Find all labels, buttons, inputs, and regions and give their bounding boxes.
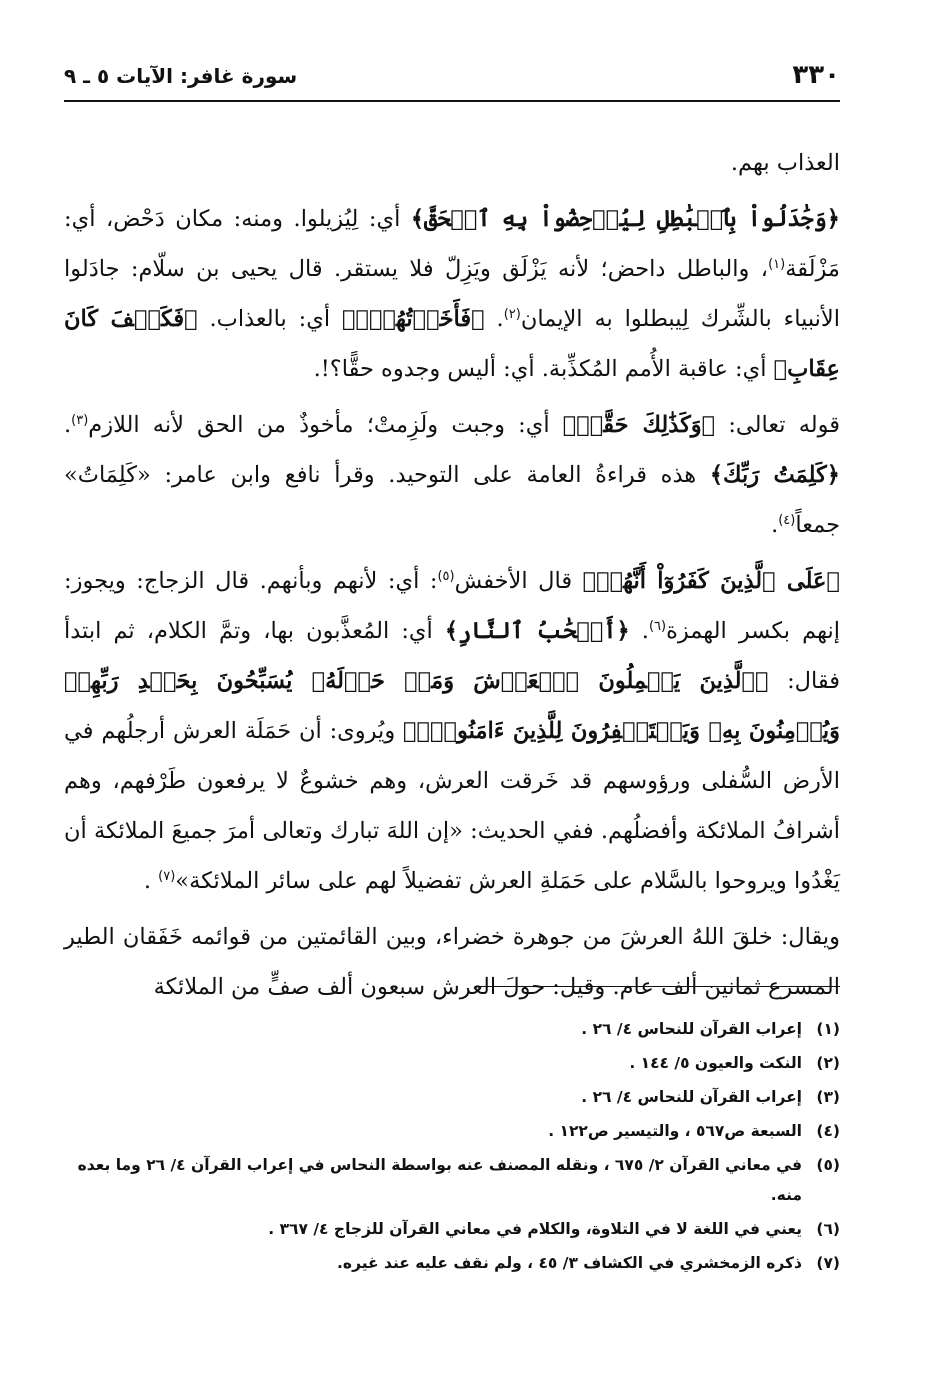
paragraph-text: هذه قراءةُ العامة على التوحيد. وقرأ نافع وابن عامر: «كَلِمَاتُ» جمعاً [64,462,840,538]
paragraph-5 [64,912,840,1012]
footnote-ref[interactable]: (١) [768,257,786,272]
paragraph-text: ويقال: خلقَ اللهُ العرشَ من جوهرة خضراء، وبين القائمتين من قوائمه خَفَقان الطير المسرع ثمانين ألف عام. وقيل: حولَ العرش سبعون ألف صفٍّ من الملائكة [64,924,840,1000]
footnote-number: (٣) [816,1088,840,1106]
footnote [64,1214,840,1244]
paragraph-2 [64,194,840,394]
paragraph-text: ، والباطل داحض؛ لأنه يَزْلَق ويَزِلّ فلا يستقر. قال يحيى بن سلّام: جادَلوا الأنبياء بالشِّرك لِيبطلوا به الإيمان [64,256,841,332]
footnote-rule [480,986,840,987]
footnote-ref[interactable]: (٢) [503,307,521,322]
footnote-text: إعراب القرآن للنحاس ٤/ ٢٦ . [581,1088,802,1106]
paragraph-text: أي: بالعذاب. [197,306,342,332]
header-rule [64,100,840,102]
footnote [64,1082,840,1112]
footnote [64,1048,840,1078]
footnote [64,1248,840,1278]
page-header [64,60,840,98]
quran-verse: ﴿وَكَذَٰلِكَ حَقَّتۡ﴾ [562,412,716,438]
paragraph-text: العذاب بهم. [730,150,840,176]
quran-verse: ﴿كَلِمَتُ رَبِّكَ﴾ [709,462,840,488]
footnote-number: (١) [816,1020,840,1038]
paragraph-text: ويُروى: أن حَمَلَة العرش أرجلُهم في الأرض السُّفلى ورؤوسهم قد خَرقت العرش، وهم خشوعٌ لا يرفعون طَرْفهم، وهم أشرافُ الملائكة وأفضلُهم. ففي الحديث: «إن اللهَ تبارك وتعالى أمرَ جميعَ الملائكة أن يَغْدُوا ويروحوا بالسَّلام على حَمَلةِ العرش تفضيلاً لهم على سائر الملائكة» [64,718,840,894]
quran-verse: ﴿فَكَيۡفَ كَانَ عِقَابِ﴾ [64,306,840,382]
quran-verse: ﴿ٱلَّذِينَ يَحۡمِلُونَ ٱلۡعَرۡشَ وَمَنۡ حَوۡلَهُۥ يُسَبِّحُونَ بِحَمۡدِ رَبِّهِمۡ وَيُؤۡمِنُونَ بِهِۦ وَيَسۡتَغۡفِرُونَ لِلَّذِينَ ءَامَنُواْۖ﴾ [64,668,840,744]
footnote-text: إعراب القرآن للنحاس ٤/ ٢٦ . [581,1020,802,1038]
quran-verse: ﴿عَلَى ٱلَّذِينَ كَفَرُوٓاْ أَنَّهُمۡ﴾ [582,568,840,594]
quran-verse: ﴿أَصۡحَٰبُ ٱلنَّارِ﴾ [444,618,630,644]
footnote-text: في معاني القرآن ٢/ ٦٧٥ ، ونقله المصنف عنه بواسطة النحاس في إعراب القرآن ٤/ ٢٦ وما بعده منه. [77,1156,802,1204]
paragraph-text: قوله تعالى: [715,412,840,438]
paragraph-text: . [64,412,72,438]
footnote [64,1116,840,1146]
footnote [64,1014,840,1044]
paragraph-text: . [629,618,649,644]
paragraph-text: قال الأخفش [454,568,583,594]
paragraph-text: أي: المُعذَّبون بها، وتمَّ الكلام، ثم ابتدأ فقال: [64,618,841,694]
footnote-number: (٧) [816,1254,840,1272]
footnote-ref[interactable]: (٤) [778,513,796,528]
page-number: ٣٣٠ [792,60,840,90]
footnote-number: (٤) [816,1122,840,1140]
footnote-number: (٦) [816,1220,840,1238]
footnote-text: النكت والعيون ٥/ ١٤٤ . [629,1054,802,1072]
footnote-text: ذكره الزمخشري في الكشاف ٣/ ٤٥ ، ولم نقف عليه عند غيره. [337,1254,802,1272]
paragraph-text: : أي: لأنهم وبأنهم. قال الزجاج: ويجوز: إنهم بكسر الهمزة [64,568,841,644]
paragraph-3 [64,400,840,550]
paragraph-text: أي: عاقبة الأُمم المُكذِّبة. أي: أليس وجدوه حقًّا؟!. [313,356,774,382]
paragraph-text: . [143,868,159,894]
footnotes [64,1014,840,1282]
paragraph-text: أي: وجبت ولَزِمتْ؛ مأخوذٌ من الحق لأنه اللازم [88,412,563,438]
paragraph-text: . [484,306,504,332]
footnote-text: يعني في اللغة لا في التلاوة، والكلام في معاني القرآن للزجاج ٤/ ٣٦٧ . [268,1220,802,1238]
footnote-number: (٥) [816,1156,840,1174]
quran-verse: ﴿فَأَخَذۡتُهُمۡۖ﴾ [341,306,485,332]
footnote-number: (٢) [816,1054,840,1072]
footnote-ref[interactable]: (٦) [648,619,667,634]
paragraph-4 [64,556,840,906]
main-text [64,138,840,1018]
footnote-text: السبعة ص٥٦٧ ، والتيسير ص١٢٢ . [548,1122,802,1140]
footnote-ref[interactable]: (٥) [437,569,455,584]
running-title: سورة غافر: الآيات ٥ ـ ٩ [64,64,298,88]
paragraph-text: . [771,512,779,538]
footnote-ref[interactable]: (٣) [71,413,89,428]
footnote-ref[interactable]: (٧) [158,869,176,884]
paragraph-text: أي: لِيُزيلوا. ومنه: مكان دَحْض، أي: مَزْلَقة [64,206,840,282]
paragraph-1 [64,138,840,188]
footnote [64,1150,840,1210]
quran-verse: ﴿وَجَٰدَلُواْ بِٱلۡبَٰطِلِ لِيُدۡحِضُواْ بِهِ ٱلۡحَقَّ﴾ [410,206,840,232]
